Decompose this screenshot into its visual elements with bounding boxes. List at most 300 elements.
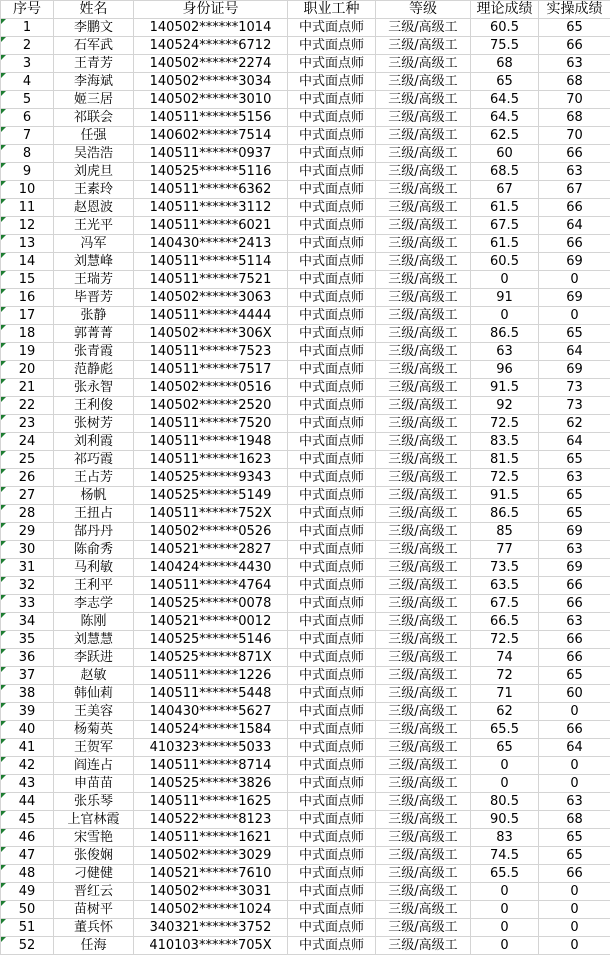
cell-practical_score[interactable] bbox=[539, 289, 610, 307]
cell-theory_score[interactable] bbox=[471, 505, 539, 523]
cell-practical_score[interactable] bbox=[539, 703, 610, 721]
cell-level[interactable] bbox=[376, 199, 471, 217]
cell-seq[interactable] bbox=[1, 235, 54, 253]
cell-id_number[interactable] bbox=[134, 685, 288, 703]
cell-name[interactable] bbox=[54, 937, 134, 955]
cell-practical_score[interactable] bbox=[539, 667, 610, 685]
cell-id_number[interactable] bbox=[134, 721, 288, 739]
cell-id_number[interactable] bbox=[134, 91, 288, 109]
cell-seq[interactable] bbox=[1, 37, 54, 55]
cell-seq[interactable] bbox=[1, 415, 54, 433]
cell-occupation[interactable] bbox=[288, 217, 376, 235]
cell-practical_score[interactable] bbox=[539, 595, 610, 613]
cell-theory_score[interactable] bbox=[471, 847, 539, 865]
cell-id_number[interactable] bbox=[134, 55, 288, 73]
cell-occupation[interactable] bbox=[288, 307, 376, 325]
cell-name[interactable] bbox=[54, 847, 134, 865]
cell-practical_score[interactable] bbox=[539, 307, 610, 325]
cell-id_number[interactable] bbox=[134, 19, 288, 37]
cell-occupation[interactable] bbox=[288, 433, 376, 451]
cell-id_number[interactable] bbox=[134, 919, 288, 937]
cell-level[interactable] bbox=[376, 487, 471, 505]
cell-occupation[interactable] bbox=[288, 415, 376, 433]
cell-seq[interactable] bbox=[1, 541, 54, 559]
cell-seq[interactable] bbox=[1, 865, 54, 883]
cell-occupation[interactable] bbox=[288, 775, 376, 793]
cell-occupation[interactable] bbox=[288, 793, 376, 811]
cell-seq[interactable] bbox=[1, 307, 54, 325]
cell-theory_score[interactable] bbox=[471, 181, 539, 199]
cell-occupation[interactable] bbox=[288, 163, 376, 181]
cell-seq[interactable] bbox=[1, 181, 54, 199]
cell-practical_score[interactable] bbox=[539, 271, 610, 289]
cell-occupation[interactable] bbox=[288, 703, 376, 721]
cell-name[interactable] bbox=[54, 757, 134, 775]
cell-seq[interactable] bbox=[1, 757, 54, 775]
cell-practical_score[interactable] bbox=[539, 721, 610, 739]
cell-practical_score[interactable] bbox=[539, 685, 610, 703]
cell-seq[interactable] bbox=[1, 379, 54, 397]
cell-id_number[interactable] bbox=[134, 235, 288, 253]
cell-id_number[interactable] bbox=[134, 433, 288, 451]
cell-id_number[interactable] bbox=[134, 559, 288, 577]
cell-name[interactable] bbox=[54, 235, 134, 253]
cell-theory_score[interactable] bbox=[471, 937, 539, 955]
cell-seq[interactable] bbox=[1, 775, 54, 793]
cell-seq[interactable] bbox=[1, 703, 54, 721]
cell-seq[interactable] bbox=[1, 937, 54, 955]
cell-level[interactable] bbox=[376, 613, 471, 631]
cell-name[interactable] bbox=[54, 559, 134, 577]
cell-name[interactable] bbox=[54, 667, 134, 685]
cell-occupation[interactable] bbox=[288, 55, 376, 73]
cell-seq[interactable] bbox=[1, 577, 54, 595]
cell-id_number[interactable] bbox=[134, 937, 288, 955]
cell-seq[interactable] bbox=[1, 487, 54, 505]
cell-theory_score[interactable] bbox=[471, 649, 539, 667]
cell-level[interactable] bbox=[376, 235, 471, 253]
cell-level[interactable] bbox=[376, 415, 471, 433]
cell-level[interactable] bbox=[376, 595, 471, 613]
col-header-level[interactable]: 等级 bbox=[376, 1, 471, 19]
cell-id_number[interactable] bbox=[134, 757, 288, 775]
cell-theory_score[interactable] bbox=[471, 163, 539, 181]
cell-theory_score[interactable] bbox=[471, 397, 539, 415]
cell-level[interactable] bbox=[376, 793, 471, 811]
cell-name[interactable] bbox=[54, 721, 134, 739]
cell-theory_score[interactable] bbox=[471, 253, 539, 271]
cell-level[interactable] bbox=[376, 649, 471, 667]
cell-theory_score[interactable] bbox=[471, 595, 539, 613]
cell-name[interactable] bbox=[54, 451, 134, 469]
cell-theory_score[interactable] bbox=[471, 541, 539, 559]
cell-id_number[interactable] bbox=[134, 109, 288, 127]
cell-occupation[interactable] bbox=[288, 541, 376, 559]
cell-level[interactable] bbox=[376, 631, 471, 649]
cell-practical_score[interactable] bbox=[539, 145, 610, 163]
cell-theory_score[interactable] bbox=[471, 361, 539, 379]
cell-seq[interactable] bbox=[1, 55, 54, 73]
cell-practical_score[interactable] bbox=[539, 415, 610, 433]
cell-practical_score[interactable] bbox=[539, 127, 610, 145]
cell-id_number[interactable] bbox=[134, 487, 288, 505]
cell-name[interactable] bbox=[54, 37, 134, 55]
cell-theory_score[interactable] bbox=[471, 19, 539, 37]
cell-seq[interactable] bbox=[1, 883, 54, 901]
cell-name[interactable] bbox=[54, 469, 134, 487]
cell-name[interactable] bbox=[54, 865, 134, 883]
cell-id_number[interactable] bbox=[134, 397, 288, 415]
cell-theory_score[interactable] bbox=[471, 415, 539, 433]
cell-practical_score[interactable] bbox=[539, 433, 610, 451]
cell-occupation[interactable] bbox=[288, 811, 376, 829]
cell-seq[interactable] bbox=[1, 145, 54, 163]
cell-name[interactable] bbox=[54, 829, 134, 847]
cell-id_number[interactable] bbox=[134, 145, 288, 163]
cell-theory_score[interactable] bbox=[471, 739, 539, 757]
cell-occupation[interactable] bbox=[288, 883, 376, 901]
cell-id_number[interactable] bbox=[134, 667, 288, 685]
cell-id_number[interactable] bbox=[134, 37, 288, 55]
cell-theory_score[interactable] bbox=[471, 829, 539, 847]
cell-level[interactable] bbox=[376, 145, 471, 163]
cell-practical_score[interactable] bbox=[539, 649, 610, 667]
cell-practical_score[interactable] bbox=[539, 109, 610, 127]
cell-occupation[interactable] bbox=[288, 109, 376, 127]
cell-name[interactable] bbox=[54, 199, 134, 217]
cell-id_number[interactable] bbox=[134, 829, 288, 847]
col-header-name[interactable]: 姓名 bbox=[54, 1, 134, 19]
cell-theory_score[interactable] bbox=[471, 901, 539, 919]
cell-name[interactable] bbox=[54, 127, 134, 145]
cell-occupation[interactable] bbox=[288, 91, 376, 109]
cell-seq[interactable] bbox=[1, 595, 54, 613]
cell-seq[interactable] bbox=[1, 739, 54, 757]
cell-name[interactable] bbox=[54, 379, 134, 397]
cell-level[interactable] bbox=[376, 181, 471, 199]
cell-practical_score[interactable] bbox=[539, 613, 610, 631]
cell-seq[interactable] bbox=[1, 649, 54, 667]
cell-theory_score[interactable] bbox=[471, 559, 539, 577]
cell-id_number[interactable] bbox=[134, 649, 288, 667]
cell-practical_score[interactable] bbox=[539, 451, 610, 469]
cell-practical_score[interactable] bbox=[539, 325, 610, 343]
cell-practical_score[interactable] bbox=[539, 739, 610, 757]
cell-occupation[interactable] bbox=[288, 739, 376, 757]
cell-practical_score[interactable] bbox=[539, 73, 610, 91]
cell-seq[interactable] bbox=[1, 523, 54, 541]
col-header-theory_score[interactable]: 理论成绩 bbox=[471, 1, 539, 19]
cell-id_number[interactable] bbox=[134, 379, 288, 397]
cell-theory_score[interactable] bbox=[471, 469, 539, 487]
cell-level[interactable] bbox=[376, 559, 471, 577]
cell-id_number[interactable] bbox=[134, 847, 288, 865]
cell-practical_score[interactable] bbox=[539, 235, 610, 253]
cell-occupation[interactable] bbox=[288, 451, 376, 469]
cell-theory_score[interactable] bbox=[471, 667, 539, 685]
cell-level[interactable] bbox=[376, 307, 471, 325]
cell-theory_score[interactable] bbox=[471, 703, 539, 721]
cell-seq[interactable] bbox=[1, 163, 54, 181]
cell-seq[interactable] bbox=[1, 289, 54, 307]
cell-practical_score[interactable] bbox=[539, 559, 610, 577]
cell-occupation[interactable] bbox=[288, 559, 376, 577]
cell-name[interactable] bbox=[54, 685, 134, 703]
cell-name[interactable] bbox=[54, 253, 134, 271]
cell-practical_score[interactable] bbox=[539, 775, 610, 793]
cell-theory_score[interactable] bbox=[471, 523, 539, 541]
cell-seq[interactable] bbox=[1, 73, 54, 91]
cell-theory_score[interactable] bbox=[471, 577, 539, 595]
cell-occupation[interactable] bbox=[288, 469, 376, 487]
cell-name[interactable] bbox=[54, 271, 134, 289]
cell-practical_score[interactable] bbox=[539, 55, 610, 73]
cell-occupation[interactable] bbox=[288, 397, 376, 415]
cell-theory_score[interactable] bbox=[471, 127, 539, 145]
cell-name[interactable] bbox=[54, 325, 134, 343]
cell-occupation[interactable] bbox=[288, 937, 376, 955]
cell-seq[interactable] bbox=[1, 343, 54, 361]
cell-theory_score[interactable] bbox=[471, 433, 539, 451]
cell-seq[interactable] bbox=[1, 721, 54, 739]
cell-practical_score[interactable] bbox=[539, 19, 610, 37]
cell-level[interactable] bbox=[376, 937, 471, 955]
cell-occupation[interactable] bbox=[288, 487, 376, 505]
cell-level[interactable] bbox=[376, 775, 471, 793]
cell-practical_score[interactable] bbox=[539, 865, 610, 883]
cell-id_number[interactable] bbox=[134, 469, 288, 487]
cell-id_number[interactable] bbox=[134, 865, 288, 883]
cell-level[interactable] bbox=[376, 361, 471, 379]
cell-level[interactable] bbox=[376, 379, 471, 397]
cell-seq[interactable] bbox=[1, 271, 54, 289]
cell-id_number[interactable] bbox=[134, 595, 288, 613]
cell-level[interactable] bbox=[376, 397, 471, 415]
cell-level[interactable] bbox=[376, 865, 471, 883]
cell-theory_score[interactable] bbox=[471, 811, 539, 829]
cell-name[interactable] bbox=[54, 433, 134, 451]
cell-theory_score[interactable] bbox=[471, 91, 539, 109]
cell-occupation[interactable] bbox=[288, 181, 376, 199]
cell-occupation[interactable] bbox=[288, 505, 376, 523]
cell-occupation[interactable] bbox=[288, 271, 376, 289]
col-header-practical_score[interactable]: 实操成绩 bbox=[539, 1, 610, 19]
cell-level[interactable] bbox=[376, 73, 471, 91]
cell-theory_score[interactable] bbox=[471, 775, 539, 793]
cell-theory_score[interactable] bbox=[471, 757, 539, 775]
cell-seq[interactable] bbox=[1, 451, 54, 469]
cell-seq[interactable] bbox=[1, 811, 54, 829]
cell-id_number[interactable] bbox=[134, 883, 288, 901]
cell-name[interactable] bbox=[54, 595, 134, 613]
cell-occupation[interactable] bbox=[288, 721, 376, 739]
cell-id_number[interactable] bbox=[134, 613, 288, 631]
cell-level[interactable] bbox=[376, 577, 471, 595]
cell-seq[interactable] bbox=[1, 91, 54, 109]
cell-name[interactable] bbox=[54, 217, 134, 235]
cell-id_number[interactable] bbox=[134, 451, 288, 469]
cell-seq[interactable] bbox=[1, 667, 54, 685]
cell-name[interactable] bbox=[54, 793, 134, 811]
cell-id_number[interactable] bbox=[134, 127, 288, 145]
cell-seq[interactable] bbox=[1, 397, 54, 415]
cell-level[interactable] bbox=[376, 127, 471, 145]
cell-practical_score[interactable] bbox=[539, 883, 610, 901]
cell-occupation[interactable] bbox=[288, 757, 376, 775]
cell-id_number[interactable] bbox=[134, 811, 288, 829]
cell-practical_score[interactable] bbox=[539, 217, 610, 235]
cell-practical_score[interactable] bbox=[539, 361, 610, 379]
cell-id_number[interactable] bbox=[134, 181, 288, 199]
cell-name[interactable] bbox=[54, 739, 134, 757]
cell-occupation[interactable] bbox=[288, 343, 376, 361]
cell-id_number[interactable] bbox=[134, 505, 288, 523]
cell-theory_score[interactable] bbox=[471, 37, 539, 55]
cell-theory_score[interactable] bbox=[471, 307, 539, 325]
cell-occupation[interactable] bbox=[288, 595, 376, 613]
cell-practical_score[interactable] bbox=[539, 487, 610, 505]
cell-id_number[interactable] bbox=[134, 793, 288, 811]
cell-level[interactable] bbox=[376, 811, 471, 829]
cell-name[interactable] bbox=[54, 55, 134, 73]
cell-theory_score[interactable] bbox=[471, 289, 539, 307]
cell-name[interactable] bbox=[54, 649, 134, 667]
cell-level[interactable] bbox=[376, 271, 471, 289]
cell-theory_score[interactable] bbox=[471, 109, 539, 127]
cell-name[interactable] bbox=[54, 91, 134, 109]
cell-id_number[interactable] bbox=[134, 307, 288, 325]
cell-seq[interactable] bbox=[1, 253, 54, 271]
cell-theory_score[interactable] bbox=[471, 685, 539, 703]
cell-theory_score[interactable] bbox=[471, 865, 539, 883]
cell-occupation[interactable] bbox=[288, 145, 376, 163]
cell-level[interactable] bbox=[376, 703, 471, 721]
cell-theory_score[interactable] bbox=[471, 919, 539, 937]
cell-name[interactable] bbox=[54, 505, 134, 523]
cell-occupation[interactable] bbox=[288, 667, 376, 685]
cell-level[interactable] bbox=[376, 901, 471, 919]
cell-seq[interactable] bbox=[1, 433, 54, 451]
cell-occupation[interactable] bbox=[288, 235, 376, 253]
cell-occupation[interactable] bbox=[288, 829, 376, 847]
cell-seq[interactable] bbox=[1, 559, 54, 577]
cell-level[interactable] bbox=[376, 829, 471, 847]
cell-level[interactable] bbox=[376, 55, 471, 73]
cell-occupation[interactable] bbox=[288, 919, 376, 937]
cell-practical_score[interactable] bbox=[539, 631, 610, 649]
cell-seq[interactable] bbox=[1, 127, 54, 145]
cell-theory_score[interactable] bbox=[471, 721, 539, 739]
cell-level[interactable] bbox=[376, 469, 471, 487]
cell-id_number[interactable] bbox=[134, 523, 288, 541]
cell-seq[interactable] bbox=[1, 631, 54, 649]
cell-name[interactable] bbox=[54, 181, 134, 199]
cell-practical_score[interactable] bbox=[539, 793, 610, 811]
cell-seq[interactable] bbox=[1, 919, 54, 937]
cell-practical_score[interactable] bbox=[539, 199, 610, 217]
cell-occupation[interactable] bbox=[288, 379, 376, 397]
cell-level[interactable] bbox=[376, 739, 471, 757]
cell-seq[interactable] bbox=[1, 361, 54, 379]
cell-name[interactable] bbox=[54, 73, 134, 91]
cell-occupation[interactable] bbox=[288, 325, 376, 343]
cell-occupation[interactable] bbox=[288, 37, 376, 55]
cell-practical_score[interactable] bbox=[539, 343, 610, 361]
cell-id_number[interactable] bbox=[134, 703, 288, 721]
cell-name[interactable] bbox=[54, 631, 134, 649]
cell-level[interactable] bbox=[376, 541, 471, 559]
cell-level[interactable] bbox=[376, 667, 471, 685]
cell-level[interactable] bbox=[376, 919, 471, 937]
cell-seq[interactable] bbox=[1, 199, 54, 217]
cell-theory_score[interactable] bbox=[471, 199, 539, 217]
cell-practical_score[interactable] bbox=[539, 181, 610, 199]
cell-seq[interactable] bbox=[1, 901, 54, 919]
cell-level[interactable] bbox=[376, 37, 471, 55]
cell-name[interactable] bbox=[54, 397, 134, 415]
cell-name[interactable] bbox=[54, 883, 134, 901]
cell-practical_score[interactable] bbox=[539, 541, 610, 559]
cell-occupation[interactable] bbox=[288, 685, 376, 703]
cell-id_number[interactable] bbox=[134, 199, 288, 217]
cell-theory_score[interactable] bbox=[471, 793, 539, 811]
cell-level[interactable] bbox=[376, 163, 471, 181]
cell-name[interactable] bbox=[54, 811, 134, 829]
cell-level[interactable] bbox=[376, 451, 471, 469]
cell-practical_score[interactable] bbox=[539, 811, 610, 829]
cell-theory_score[interactable] bbox=[471, 325, 539, 343]
cell-practical_score[interactable] bbox=[539, 253, 610, 271]
cell-seq[interactable] bbox=[1, 613, 54, 631]
cell-level[interactable] bbox=[376, 289, 471, 307]
cell-level[interactable] bbox=[376, 253, 471, 271]
col-header-occupation[interactable]: 职业工种 bbox=[288, 1, 376, 19]
cell-occupation[interactable] bbox=[288, 523, 376, 541]
cell-name[interactable] bbox=[54, 901, 134, 919]
cell-level[interactable] bbox=[376, 883, 471, 901]
cell-seq[interactable] bbox=[1, 217, 54, 235]
cell-occupation[interactable] bbox=[288, 901, 376, 919]
cell-occupation[interactable] bbox=[288, 649, 376, 667]
cell-practical_score[interactable] bbox=[539, 577, 610, 595]
cell-id_number[interactable] bbox=[134, 325, 288, 343]
cell-theory_score[interactable] bbox=[471, 613, 539, 631]
cell-theory_score[interactable] bbox=[471, 55, 539, 73]
cell-id_number[interactable] bbox=[134, 739, 288, 757]
cell-seq[interactable] bbox=[1, 847, 54, 865]
cell-theory_score[interactable] bbox=[471, 217, 539, 235]
cell-level[interactable] bbox=[376, 19, 471, 37]
cell-theory_score[interactable] bbox=[471, 631, 539, 649]
cell-name[interactable] bbox=[54, 145, 134, 163]
cell-theory_score[interactable] bbox=[471, 379, 539, 397]
cell-theory_score[interactable] bbox=[471, 487, 539, 505]
cell-id_number[interactable] bbox=[134, 271, 288, 289]
cell-seq[interactable] bbox=[1, 109, 54, 127]
cell-id_number[interactable] bbox=[134, 73, 288, 91]
cell-theory_score[interactable] bbox=[471, 343, 539, 361]
cell-name[interactable] bbox=[54, 703, 134, 721]
cell-level[interactable] bbox=[376, 343, 471, 361]
cell-name[interactable] bbox=[54, 343, 134, 361]
cell-occupation[interactable] bbox=[288, 289, 376, 307]
cell-occupation[interactable] bbox=[288, 127, 376, 145]
cell-id_number[interactable] bbox=[134, 631, 288, 649]
cell-name[interactable] bbox=[54, 541, 134, 559]
cell-occupation[interactable] bbox=[288, 631, 376, 649]
cell-id_number[interactable] bbox=[134, 163, 288, 181]
cell-level[interactable] bbox=[376, 217, 471, 235]
